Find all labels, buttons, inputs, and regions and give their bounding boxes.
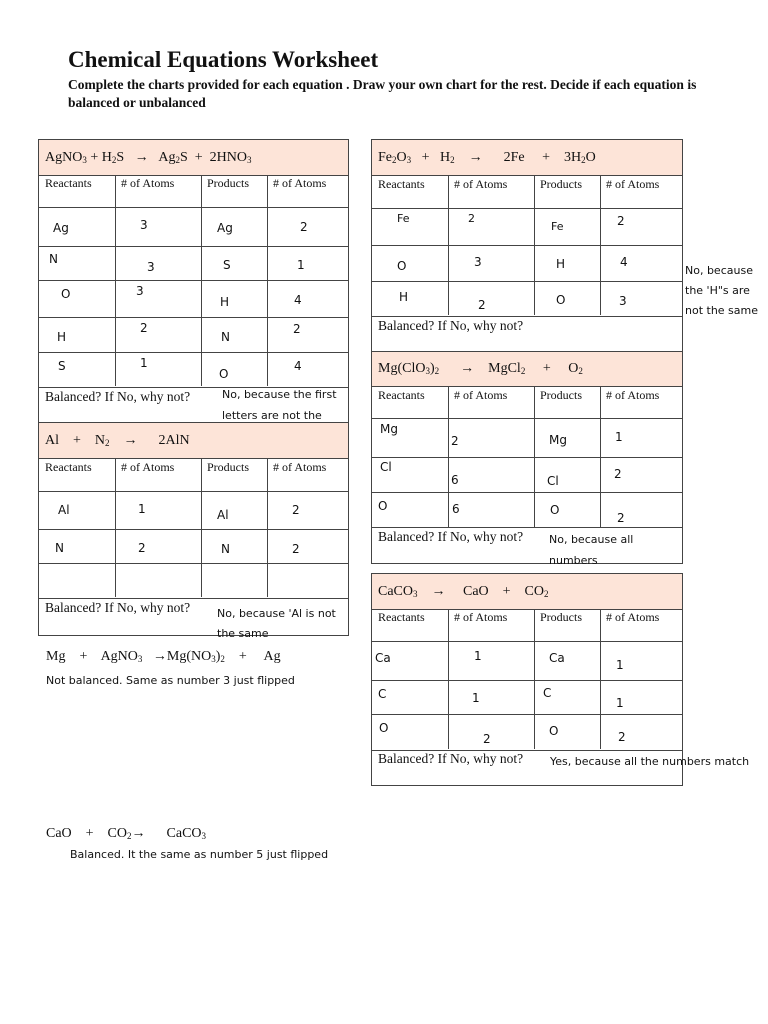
table-cell: 2 [478, 298, 486, 312]
equation-1-header [39, 140, 348, 176]
table-equation-3 [371, 139, 683, 352]
table-equation-1 [38, 139, 349, 423]
table-equation-5 [371, 573, 750, 786]
table-cell: Cl [380, 460, 392, 474]
header-atoms: # of Atoms [606, 610, 660, 624]
header-atoms: # of Atoms [454, 610, 508, 624]
table-cell: Al [217, 508, 229, 522]
equation-7-answer: Balanced. It the same as number 5 just flipped [70, 848, 329, 861]
table-cell: 1 [615, 430, 623, 444]
table-cell: C [378, 687, 387, 701]
table-cell: 2 [618, 730, 626, 744]
table-cell: Ag [53, 221, 69, 235]
table-cell: 4 [620, 255, 628, 269]
table-cell: 1 [138, 502, 146, 516]
table-equation-4 [371, 352, 683, 567]
header-products: Products [540, 388, 582, 402]
table-cell: C [543, 686, 552, 700]
header-products: Products [207, 460, 249, 474]
table-cell: N [221, 330, 230, 344]
table-cell: Cl [547, 474, 559, 488]
table-cell: O [549, 724, 559, 738]
table-cell: 2 [617, 214, 625, 228]
balanced-prompt: Balanced? If No, why not? [378, 529, 524, 544]
table-cell: 2 [140, 321, 148, 335]
equation-1: AgNO$_3$ + $H_2S \to Ag_2S + 2HNO_3$ [45, 149, 252, 165]
table-cell: H [220, 295, 230, 309]
table-cell: Ca [549, 651, 565, 665]
equation-2: Al + $N_2$ → 2AlN [45, 432, 190, 448]
table-cell: 1 [297, 258, 305, 272]
table-cell: 2 [293, 322, 301, 336]
equation-3: $Fe_2O_3 + H_2$ → 2Fe + $3H_2O$ [378, 149, 596, 165]
header-reactants: Reactants [378, 388, 425, 402]
table-cell: 1 [616, 658, 624, 672]
header-atoms: # of Atoms [121, 460, 175, 474]
header-atoms: # of Atoms [273, 460, 327, 474]
table-cell: O [378, 499, 388, 513]
table-cell: Ca [375, 651, 391, 665]
table-cell: 1 [140, 356, 148, 370]
balanced-prompt: Balanced? If No, why not? [45, 600, 191, 615]
table-cell: Fe [551, 220, 564, 233]
table-cell: 3 [136, 284, 144, 298]
header-products: Products [540, 177, 582, 191]
table-cell: H [556, 257, 566, 271]
table-cell: 2 [451, 434, 459, 448]
table-cell: 1 [474, 649, 482, 663]
table-cell: H [57, 330, 67, 344]
equation-4: $Mg(ClO_3)_2$ → MgCl$_2$ + $O_2$ [378, 361, 583, 376]
answer-text: No, because the first letters are not the [222, 388, 337, 422]
header-atoms: # of Atoms [273, 176, 327, 190]
equation-6-answer: Not balanced. Same as number 3 just flipped [46, 674, 295, 687]
answer-text: No, because all numbers [549, 533, 634, 567]
table-cell: Mg [380, 422, 398, 436]
header-products: Products [207, 176, 249, 190]
table-cell: 3 [619, 294, 627, 308]
equation-5: CaCO$_3$ → CaO + $CO_2$ [378, 583, 549, 599]
table-cell: 2 [138, 541, 146, 555]
table-cell: N [221, 542, 230, 556]
table-cell: 2 [292, 542, 300, 556]
table-cell: 2 [614, 467, 622, 481]
table-cell: Mg [549, 433, 567, 447]
equation-6: Mg + AgNO$_3$ $\to Mg(NO_3)_2$ + Ag [46, 649, 281, 664]
answer-text: No, because 'Al is not the same [217, 607, 336, 640]
table-cell: 2 [292, 503, 300, 517]
header-atoms: # of Atoms [454, 388, 508, 402]
equation-2-header [39, 423, 348, 459]
table-cell: 2 [468, 212, 475, 225]
header-reactants: Reactants [378, 610, 425, 624]
table-cell: 2 [483, 732, 491, 746]
table-cell: 1 [472, 691, 480, 705]
table-cell: O [219, 367, 229, 381]
balanced-prompt: Balanced? If No, why not? [378, 318, 524, 333]
table-cell: N [55, 541, 64, 555]
equation-7: CaO + $CO_2\to$ CaCO$_3$ [46, 826, 207, 841]
balanced-prompt: Balanced? If No, why not? [45, 389, 191, 404]
equation-5-header [372, 574, 682, 610]
table-equation-2 [38, 423, 349, 640]
table-cell: 3 [474, 255, 482, 269]
table-cell: O [550, 503, 560, 517]
table-cell: 4 [294, 359, 302, 373]
header-reactants: Reactants [378, 177, 425, 191]
table-cell: S [223, 258, 231, 272]
table-cell: 6 [451, 473, 459, 487]
table-cell: Fe [397, 212, 410, 225]
answer-text: Yes, because all the numbers match [550, 755, 750, 768]
header-products: Products [540, 610, 582, 624]
header-reactants: Reactants [45, 176, 92, 190]
table-cell: Ag [217, 221, 233, 235]
table-cell: 3 [147, 260, 155, 274]
table-cell: 2 [300, 220, 308, 234]
table-cell: Al [58, 503, 70, 517]
header-atoms: # of Atoms [454, 177, 508, 191]
table-cell: 1 [616, 696, 624, 710]
header-atoms: # of Atoms [606, 388, 660, 402]
instructions: Complete the charts provided for each equation . Draw your own chart for the rest. Decide if each equation is balanced or unbalanced [68, 77, 697, 110]
page-title: Chemical Equations Worksheet [68, 47, 379, 72]
table-cell: S [58, 359, 66, 373]
table-cell: 6 [452, 502, 460, 516]
header-atoms: # of Atoms [606, 177, 660, 191]
equation-4-header [372, 352, 682, 387]
table-cell: N [49, 252, 58, 266]
table-cell: O [556, 293, 566, 307]
header-reactants: Reactants [45, 460, 92, 474]
table-cell: O [397, 259, 407, 273]
table-cell: O [379, 721, 389, 735]
equation-3-header [372, 140, 682, 176]
table-cell: O [61, 287, 71, 301]
table-cell: H [399, 290, 409, 304]
side-answer-text: No, because the 'H"s are not the same [685, 264, 759, 317]
table-cell: 3 [140, 218, 148, 232]
table-cell: 2 [617, 511, 625, 525]
table-cell: 4 [294, 293, 302, 307]
balanced-prompt: Balanced? If No, why not? [378, 751, 524, 766]
header-atoms: # of Atoms [121, 176, 175, 190]
